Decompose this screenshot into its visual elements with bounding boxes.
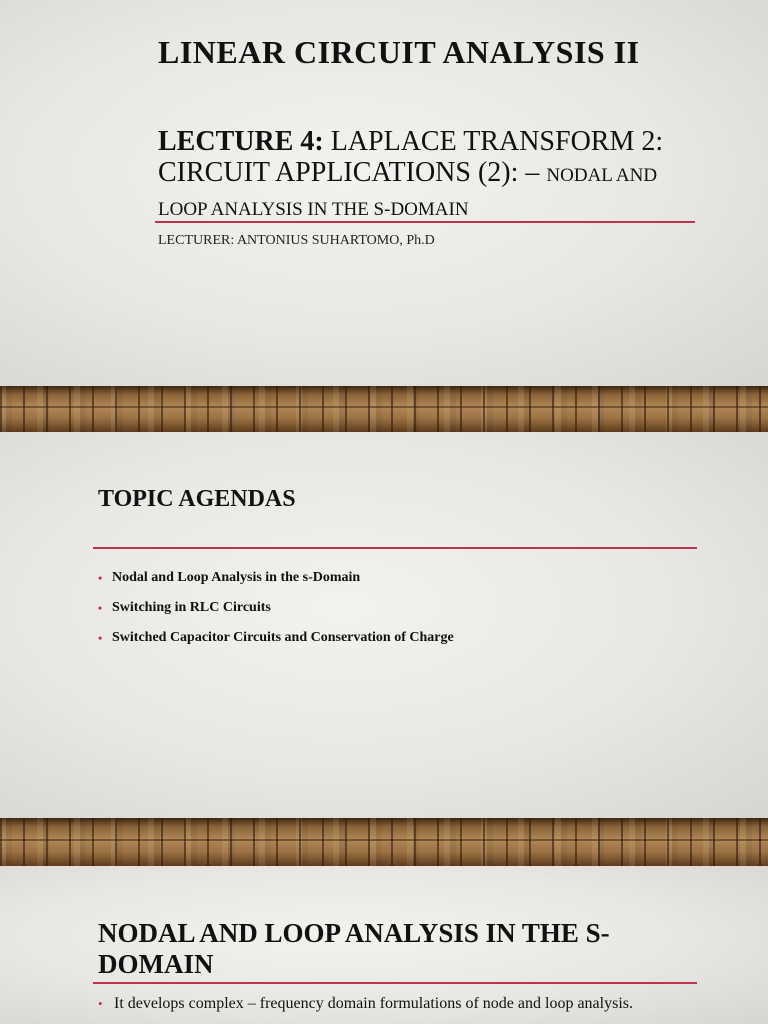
lecture-small1: NODAL AND [546, 165, 658, 186]
bullet-icon: • [98, 631, 103, 645]
section-rule [93, 982, 697, 984]
list-item-label: Switched Capacitor Circuits and Conservation of Charge [112, 630, 454, 645]
section-heading [98, 918, 698, 980]
list-item [98, 600, 454, 616]
agenda-rule [93, 547, 697, 549]
wood-floor-divider-2 [0, 818, 768, 866]
lecturer-name: LECTURER: ANTONIUS SUHARTOMO, Ph.D [158, 233, 435, 248]
slide-2 [0, 432, 768, 818]
slide-1 [0, 0, 768, 386]
agenda-heading: TOPIC AGENDAS [98, 486, 296, 512]
wood-floor-divider-1 [0, 386, 768, 432]
agenda-list [98, 570, 454, 660]
section-heading-line2: DOMAIN [98, 949, 214, 979]
section-bullet [98, 995, 738, 1013]
section-bullet-text: It develops complex – frequency domain formulations of node and loop analysis. [114, 995, 633, 1012]
course-title: LINEAR CIRCUIT ANALYSIS II [158, 34, 640, 70]
list-item [98, 630, 454, 646]
section-heading-line1: NODAL AND LOOP ANALYSIS IN THE S- [98, 918, 610, 948]
list-item-label: Nodal and Loop Analysis in the s-Domain [112, 570, 361, 585]
bullet-icon: • [98, 996, 103, 1011]
lecture-label: LECTURE 4: [158, 126, 324, 157]
lecture-line1: LAPLACE TRANSFORM 2: [323, 126, 664, 157]
lecture-title [158, 126, 718, 225]
bullet-icon: • [98, 571, 103, 585]
list-item-label: Switching in RLC Circuits [112, 600, 271, 615]
lecture-small2: LOOP ANALYSIS IN THE S-DOMAIN [158, 199, 469, 220]
bullet-icon: • [98, 601, 103, 615]
lecture-line2: CIRCUIT APPLICATIONS (2): – [158, 157, 547, 188]
title-rule [155, 221, 695, 223]
list-item [98, 570, 454, 586]
